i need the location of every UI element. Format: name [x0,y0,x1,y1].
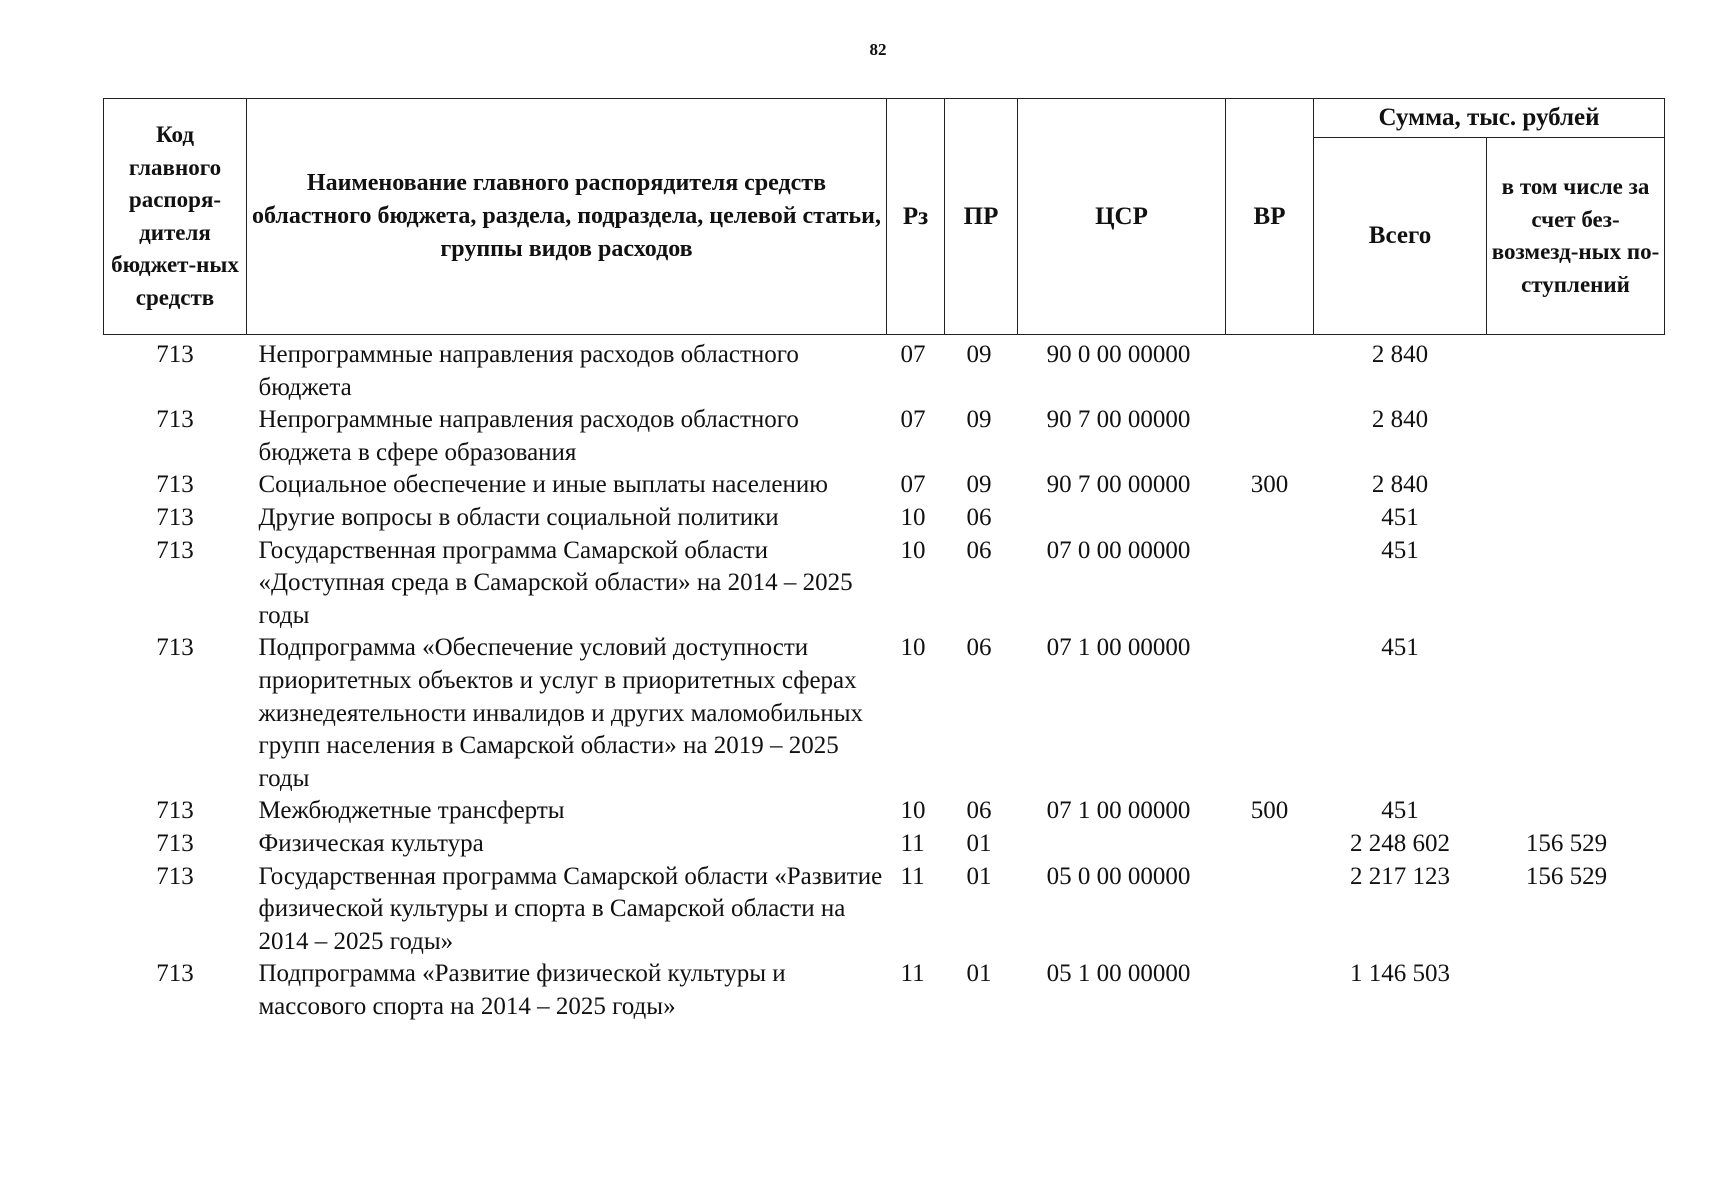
cell-code: 713 [156,960,194,988]
cell-name: Подпрограмма «Обеспечение условий доступности приоритетных объектов и услуг в приоритетных сферах жизнедеятельности инвалидов и других маломобильных групп населения в Самарской области» на 2019 – 2025 годы [258,634,864,792]
cell-vr [1226,861,1314,959]
cell-csr: 05 0 00 00000 [1046,862,1191,890]
cell-total: 1 146 503 [1350,960,1450,988]
cell-code: 713 [156,503,194,531]
cell-total: 2 840 [1371,471,1429,499]
header-total: Всего [1314,138,1487,335]
cell-csr [1018,502,1226,535]
cell-total: 2 840 [1371,341,1429,368]
cell-name: Государственная программа Самарской области «Доступная среда в Самарской области» на 2014 – 2025 годы [258,536,853,629]
cell-csr: 90 7 00 00000 [1046,471,1191,499]
cell-rz: 11 [900,862,925,890]
table-row [104,502,1665,535]
cell-total: 451 [1381,634,1419,662]
cell-including [1487,632,1665,795]
table-row [104,469,1665,502]
cell-rz: 11 [900,829,925,857]
cell-name: Государственная программа Самарской области «Развитие физической культуры и спорта в Самарской области на 2014 – 2025 годы» [258,862,883,955]
cell-name: Физическая культура [258,829,484,857]
cell-including [1487,404,1665,469]
cell-total: 451 [1381,797,1419,825]
cell-including: 156 529 [1525,829,1608,857]
table-row [104,404,1665,469]
cell-pr: 06 [966,634,992,662]
cell-including [1487,958,1665,1023]
cell-including: 156 529 [1525,862,1608,890]
cell-including [1487,795,1665,828]
cell-code: 713 [156,406,194,434]
cell-including [1487,469,1665,502]
cell-csr: 90 7 00 00000 [1046,406,1191,434]
table-row [104,861,1665,959]
table-row [104,828,1665,861]
cell-rz: 07 [900,406,926,434]
cell-vr [1226,502,1314,535]
cell-code: 713 [156,797,194,825]
cell-code: 713 [156,634,194,662]
header-rz: Рз [887,99,945,335]
cell-pr: 06 [966,797,992,825]
cell-name: Непрограммные направления расходов областного бюджета [258,341,799,401]
table-header [104,99,1665,335]
table-row [104,795,1665,828]
budget-table [103,98,1665,1023]
cell-including [1487,502,1665,535]
cell-csr: 90 0 00 00000 [1046,341,1191,368]
cell-pr: 06 [966,536,992,564]
cell-name: Межбюджетные трансферты [258,797,565,825]
cell-rz: 07 [900,341,926,368]
cell-rz: 11 [900,960,925,988]
cell-code: 713 [156,536,194,564]
cell-pr: 09 [966,406,992,434]
cell-rz: 10 [900,634,926,662]
cell-pr: 09 [966,471,992,499]
cell-vr [1226,335,1314,405]
table-row [104,958,1665,1023]
header-code: Код главного распоря-дителя бюджет-ных средств [104,99,247,335]
cell-vr [1226,535,1314,633]
cell-vr [1226,632,1314,795]
cell-including [1487,535,1665,633]
header-pr: ПР [945,99,1018,335]
cell-total: 2 217 123 [1350,862,1450,890]
cell-total: 2 840 [1371,406,1429,434]
table-row [104,535,1665,633]
cell-csr: 07 1 00 00000 [1046,634,1191,662]
header-sum: Сумма, тыс. рублей [1314,99,1665,138]
cell-csr: 07 0 00 00000 [1046,536,1191,564]
cell-vr [1226,958,1314,1023]
cell-vr: 300 [1250,471,1289,499]
cell-name: Подпрограмма «Развитие физической культуры и массового спорта на 2014 – 2025 годы» [258,960,786,1020]
cell-vr [1226,828,1314,861]
header-csr: ЦСР [1018,99,1226,335]
table-body [104,335,1665,1024]
cell-code: 713 [156,341,194,368]
cell-pr: 06 [966,503,992,531]
cell-rz: 10 [900,536,926,564]
cell-pr: 01 [966,960,992,988]
cell-vr: 500 [1250,797,1289,825]
cell-pr: 01 [966,829,992,857]
table-row [104,632,1665,795]
cell-rz: 07 [900,471,926,499]
cell-code: 713 [156,471,194,499]
header-vr: ВР [1226,99,1314,335]
cell-total: 2 248 602 [1350,829,1450,857]
cell-total: 451 [1381,503,1419,531]
cell-pr: 01 [966,862,992,890]
cell-code: 713 [156,862,194,890]
page-number: 82 [869,40,887,59]
cell-csr [1018,828,1226,861]
cell-rz: 10 [900,797,926,825]
cell-csr: 07 1 00 00000 [1046,797,1191,825]
cell-pr: 09 [966,341,992,368]
cell-code: 713 [156,829,194,857]
cell-csr: 05 1 00 00000 [1046,960,1191,988]
cell-vr [1226,404,1314,469]
cell-including [1487,335,1665,405]
cell-name: Непрограммные направления расходов областного бюджета в сфере образования [258,406,799,466]
cell-total: 451 [1381,536,1419,564]
header-including: в том числе за счет без-возмезд-ных по-ступлений [1487,138,1665,335]
cell-name: Другие вопросы в области социальной политики [258,503,779,531]
cell-rz: 10 [900,503,926,531]
cell-name: Социальное обеспечение и иные выплаты населению [258,471,828,499]
header-name: Наименование главного распорядителя средств областного бюджета, раздела, подраздела, целевой статьи, группы видов расходов [247,99,887,335]
table-row [104,335,1665,405]
